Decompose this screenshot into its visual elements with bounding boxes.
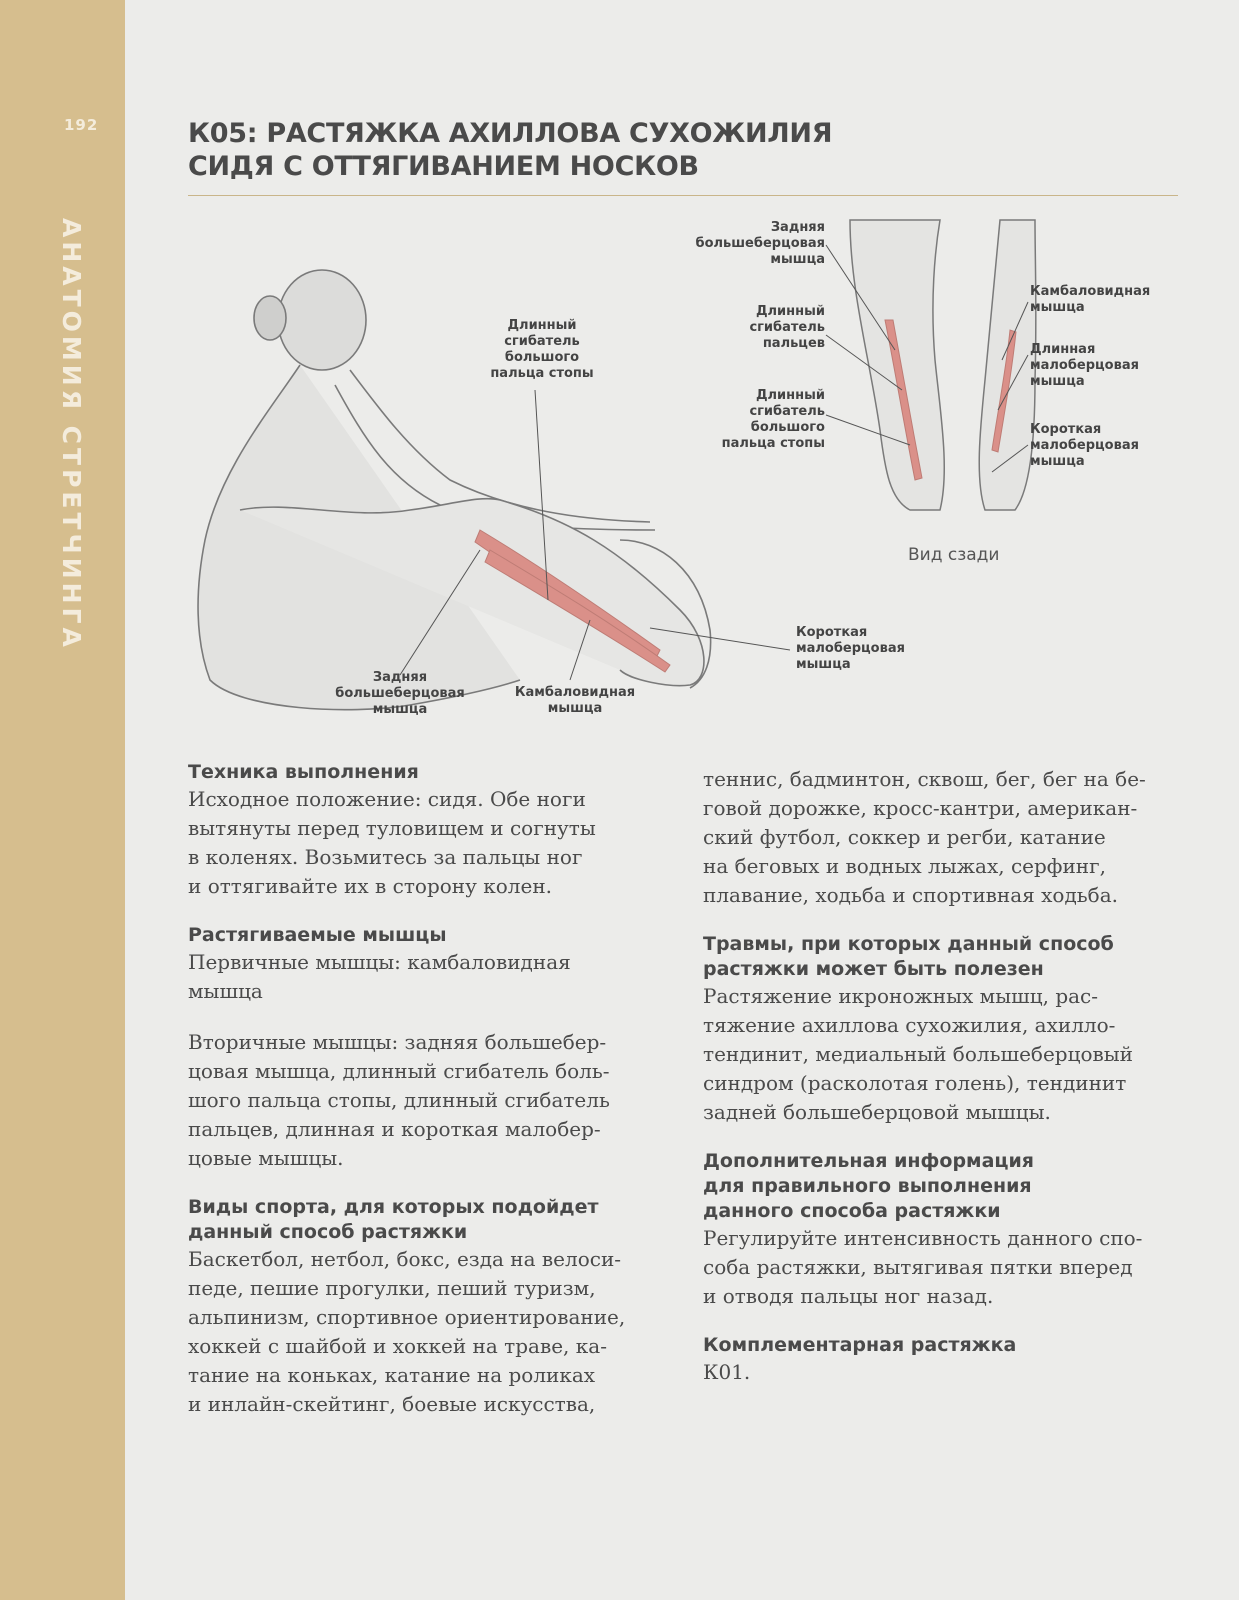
label-peroneus-brevis-back: Короткая малоберцовая мышца [1030, 422, 1139, 469]
text-line: цовая мышца, длинный сгибатель боль- [188, 1059, 610, 1083]
text-line: пальцев, длинная и короткая малобер- [188, 1117, 601, 1141]
technique-text [188, 785, 658, 901]
text-line: теннис, бадминтон, сквош, бег, бег на бе- [703, 767, 1146, 791]
figure-hair-bun [254, 296, 286, 340]
label-flexor-digitorum-back: Длинный сгибатель пальцев [749, 304, 825, 351]
section-title-vertical: АНАТОМИЯ СТРЕТЧИНГА [57, 218, 86, 651]
text-line: Исходное положение: сидя. Обе ноги [188, 787, 586, 811]
additional-text [703, 1224, 1173, 1311]
page-number: 192 [64, 116, 99, 134]
label-tibialis-posterior-main: Задняя большеберцовая мышца [335, 670, 465, 717]
text-line: и оттягивайте их в сторону колен. [188, 874, 553, 898]
heading-technique: Техника выполнения [188, 761, 419, 783]
sports-continued-text [703, 765, 1173, 910]
right-column [703, 765, 1173, 1387]
text-line: тендинит, медиальный большеберцовый [703, 1042, 1133, 1066]
text-line: Баскетбол, нетбол, бокс, езда на велоси- [188, 1247, 622, 1271]
heading-additional-info [703, 1149, 1173, 1224]
heading-injuries [703, 932, 1173, 982]
text-line: тание на коньках, катание на роликах [188, 1363, 596, 1387]
back-view-caption: Вид сзади [908, 545, 1000, 565]
text-line: тяжение ахиллова сухожилия, ахилло- [703, 1013, 1116, 1037]
text-line: шого пальца стопы, длинный сгибатель [188, 1088, 610, 1112]
text-line: Вторичные мышцы: задняя большебер- [188, 1030, 607, 1054]
text-line: Первичные мышцы: камбаловидная [188, 950, 571, 974]
text-line: плавание, ходьба и спортивная ходьба. [703, 883, 1118, 907]
left-column [188, 760, 658, 1419]
label-peroneus-longus-back: Длинная малоберцовая мышца [1030, 342, 1139, 389]
injuries-text [703, 982, 1173, 1127]
text-line: на беговых и водных лыжах, серфинг, [703, 854, 1106, 878]
label-soleus-main: Камбаловидная мышца [514, 685, 636, 716]
page-title-line-1: К05: РАСТЯЖКА АХИЛЛОВА СУХОЖИЛИЯ [188, 118, 833, 149]
secondary-muscles-text [188, 1028, 658, 1173]
heading-muscles: Растягиваемые мышцы [188, 924, 447, 946]
heading-line: данного способа растяжки [703, 1200, 1001, 1222]
sports-text [188, 1245, 658, 1419]
text-line: задней большеберцовой мышцы. [703, 1100, 1051, 1124]
label-flexor-hallucis-main: Длинный сгибатель большого пальца стопы [490, 318, 594, 381]
label-peroneus-brevis-main: Короткая малоберцовая мышца [796, 625, 905, 672]
label-soleus-back: Камбаловидная мышца [1030, 284, 1151, 315]
text-line: Растяжение икроножных мышц, рас- [703, 984, 1099, 1008]
heading-sports [188, 1195, 658, 1245]
heading-line: Дополнительная информация [703, 1150, 1034, 1172]
page-title-line-2: СИДЯ С ОТТЯГИВАНИЕМ НОСКОВ [188, 151, 699, 182]
text-line: педе, пешие прогулки, пеший туризм, [188, 1276, 596, 1300]
heading-line: Виды спорта, для которых подойдет [188, 1196, 599, 1218]
complementary-text [703, 1358, 1173, 1387]
sidebar-band [0, 0, 125, 1600]
text-line: соба растяжки, вытягивая пятки вперед [703, 1255, 1133, 1279]
text-line: альпинизм, спортивное ориентирование, [188, 1305, 626, 1329]
anatomy-illustration [150, 210, 1210, 740]
text-line: вытянуты перед туловищем и согнуты [188, 816, 596, 840]
title-divider [188, 195, 1178, 196]
label-flexor-hallucis-back: Длинный сгибатель большого пальца стопы [721, 388, 825, 451]
text-line: и инлайн-скейтинг, боевые искусства, [188, 1392, 596, 1416]
text-line: ский футбол, соккер и регби, катание [703, 825, 1106, 849]
text-line: в коленях. Возьмитесь за пальцы ног [188, 845, 583, 869]
heading-complementary: Комплементарная растяжка [703, 1334, 1017, 1356]
figure-head [278, 270, 366, 370]
heading-line: для правильного выполнения [703, 1175, 1032, 1197]
text-line: говой дорожке, кросс-кантри, американ- [703, 796, 1138, 820]
text-line: К01. [703, 1360, 751, 1384]
page-title [188, 117, 1148, 183]
primary-muscles-text [188, 948, 658, 1006]
text-line: цовые мышцы. [188, 1146, 344, 1170]
heading-line: данный способ растяжки [188, 1221, 468, 1243]
label-tibialis-posterior-back: Задняя большеберцовая мышца [695, 220, 825, 267]
text-line: мышца [188, 979, 263, 1003]
text-line: хоккей с шайбой и хоккей на траве, ка- [188, 1334, 607, 1358]
heading-line: растяжки может быть полезен [703, 958, 1044, 980]
text-line: и отводя пальцы ног назад. [703, 1284, 994, 1308]
heading-line: Травмы, при которых данный способ [703, 933, 1114, 955]
text-line: синдром (расколотая голень), тендинит [703, 1071, 1127, 1095]
text-line: Регулируйте интенсивность данного спо- [703, 1226, 1143, 1250]
